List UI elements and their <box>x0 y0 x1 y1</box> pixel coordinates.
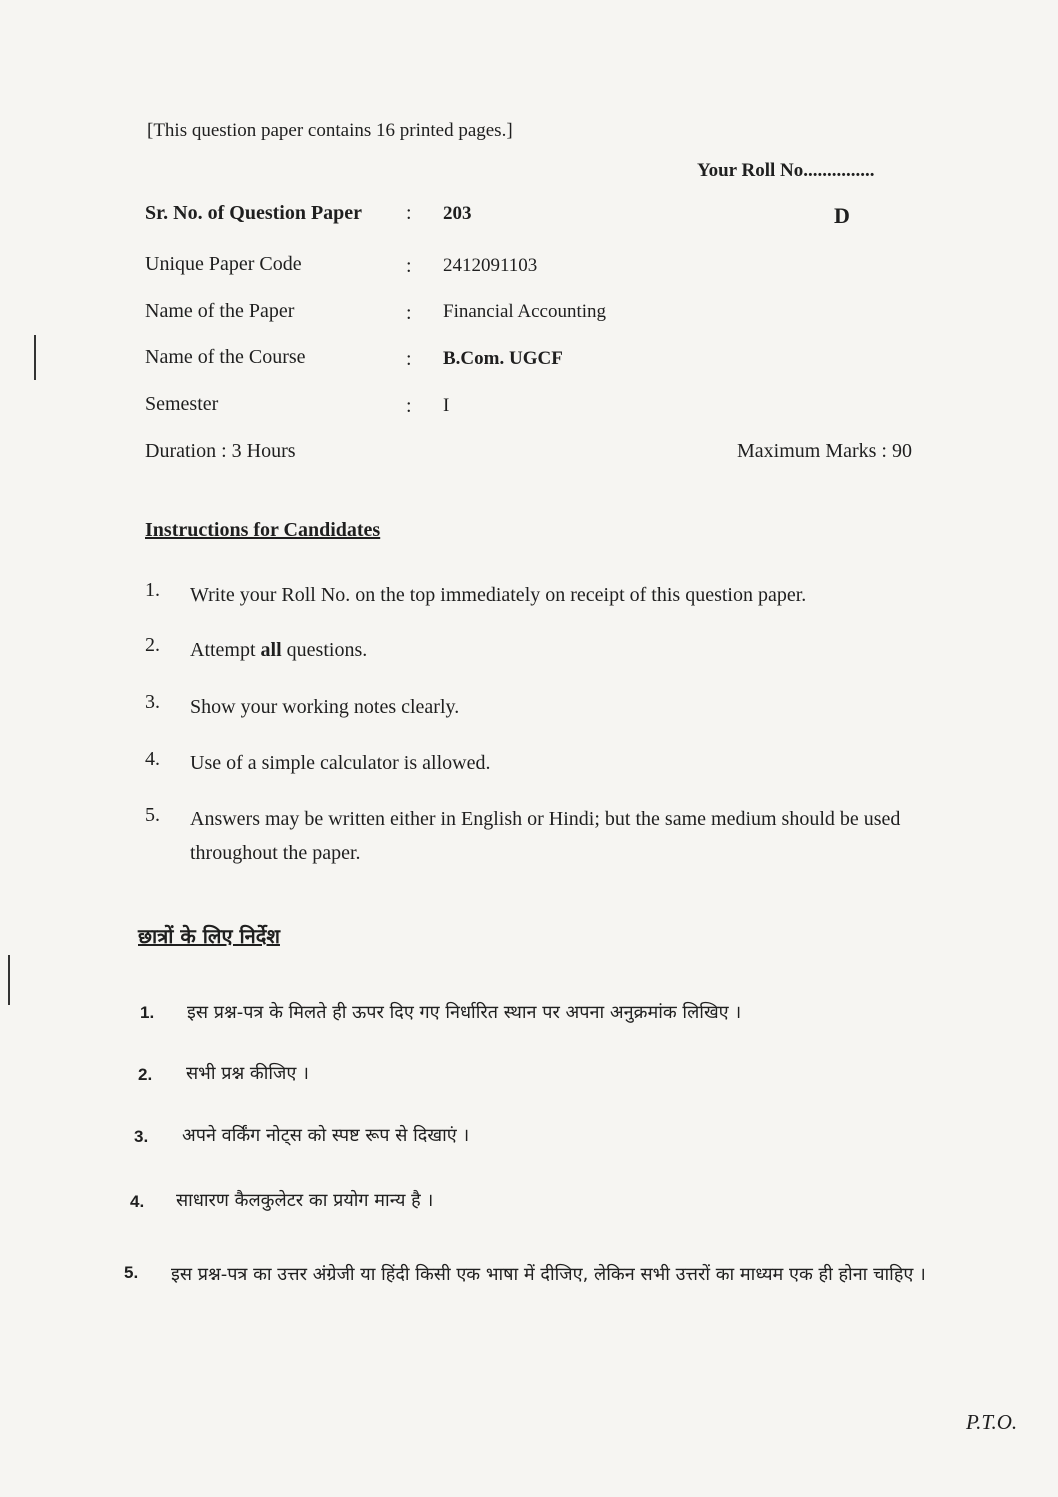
instruction-number: 2. <box>145 634 160 656</box>
paper-set-letter: D <box>834 203 850 228</box>
hindi-instruction-item: इस प्रश्न-पत्र का उत्तर अंग्रेजी या हिंदी किसी एक भाषा में दीजिए, लेकिन सभी उत्तरों का माध्यम एक ही होना चाहिए । <box>171 1264 926 1285</box>
instruction-item: Show your working notes clearly. <box>190 696 460 718</box>
detail-label-paper-name: Name of the Paper <box>145 300 295 322</box>
detail-label-sr-no: Sr. No. of Question Paper <box>145 202 363 224</box>
instruction-text: questions. <box>281 639 368 661</box>
instruction-item: Use of a simple calculator is allowed. <box>190 752 491 774</box>
instruction-item: Write your Roll No. on the top immediately on receipt of this question paper. <box>190 584 807 606</box>
roll-number-field: Your Roll No............... <box>697 160 875 181</box>
hindi-instruction-item: अपने वर्किंग नोट्स को स्पष्ट रूप से दिखाएं । <box>182 1125 470 1146</box>
detail-value-course: B.Com. UGCF <box>443 348 563 369</box>
detail-label-course: Name of the Course <box>145 346 306 368</box>
instruction-number: 1. <box>145 579 160 601</box>
detail-colon: : <box>406 302 412 324</box>
binding-mark <box>34 335 36 380</box>
hindi-instruction-item: साधारण कैलकुलेटर का प्रयोग मान्य है । <box>176 1190 434 1211</box>
hindi-instructions-heading: छात्रों के लिए निर्देश <box>138 924 280 948</box>
detail-colon: : <box>406 395 412 417</box>
hindi-instruction-number: 1. <box>140 1003 155 1022</box>
detail-value-paper-name: Financial Accounting <box>443 301 607 322</box>
instruction-item: Answers may be written either in English or Hindi; but the same medium should be used throughout the paper. <box>190 808 901 864</box>
maximum-marks: Maximum Marks : 90 <box>737 440 912 462</box>
instruction-emphasis: all <box>260 639 282 661</box>
detail-value-paper-code: 2412091103 <box>443 255 538 276</box>
hindi-instruction-number: 3. <box>134 1127 149 1146</box>
pages-note: [This question paper contains 16 printed pages.] <box>147 120 513 141</box>
detail-colon: : <box>406 255 412 277</box>
detail-label-paper-code: Unique Paper Code <box>145 253 302 275</box>
hindi-instruction-number: 2. <box>138 1065 153 1084</box>
hindi-instruction-item: सभी प्रश्न कीजिए । <box>186 1063 309 1084</box>
binding-mark <box>8 955 10 1005</box>
instruction-number: 5. <box>145 804 160 826</box>
exam-duration: Duration : 3 Hours <box>145 440 296 462</box>
please-turn-over: P.T.O. <box>966 1410 1018 1434</box>
instruction-number: 4. <box>145 748 160 770</box>
instruction-item <box>190 633 990 667</box>
detail-label-semester: Semester <box>145 393 219 415</box>
detail-colon: : <box>406 348 412 370</box>
instruction-number: 3. <box>145 691 160 713</box>
instructions-heading: Instructions for Candidates <box>145 519 381 541</box>
hindi-instruction-number: 5. <box>124 1263 139 1282</box>
detail-value-semester: I <box>443 395 450 416</box>
instruction-text: Attempt <box>190 639 261 661</box>
hindi-instruction-number: 4. <box>130 1192 145 1211</box>
detail-colon: : <box>406 202 412 224</box>
detail-value-sr-no: 203 <box>443 203 472 224</box>
hindi-instruction-item: इस प्रश्न-पत्र के मिलते ही ऊपर दिए गए निर्धारित स्थान पर अपना अनुक्रमांक लिखिए । <box>187 1002 742 1023</box>
